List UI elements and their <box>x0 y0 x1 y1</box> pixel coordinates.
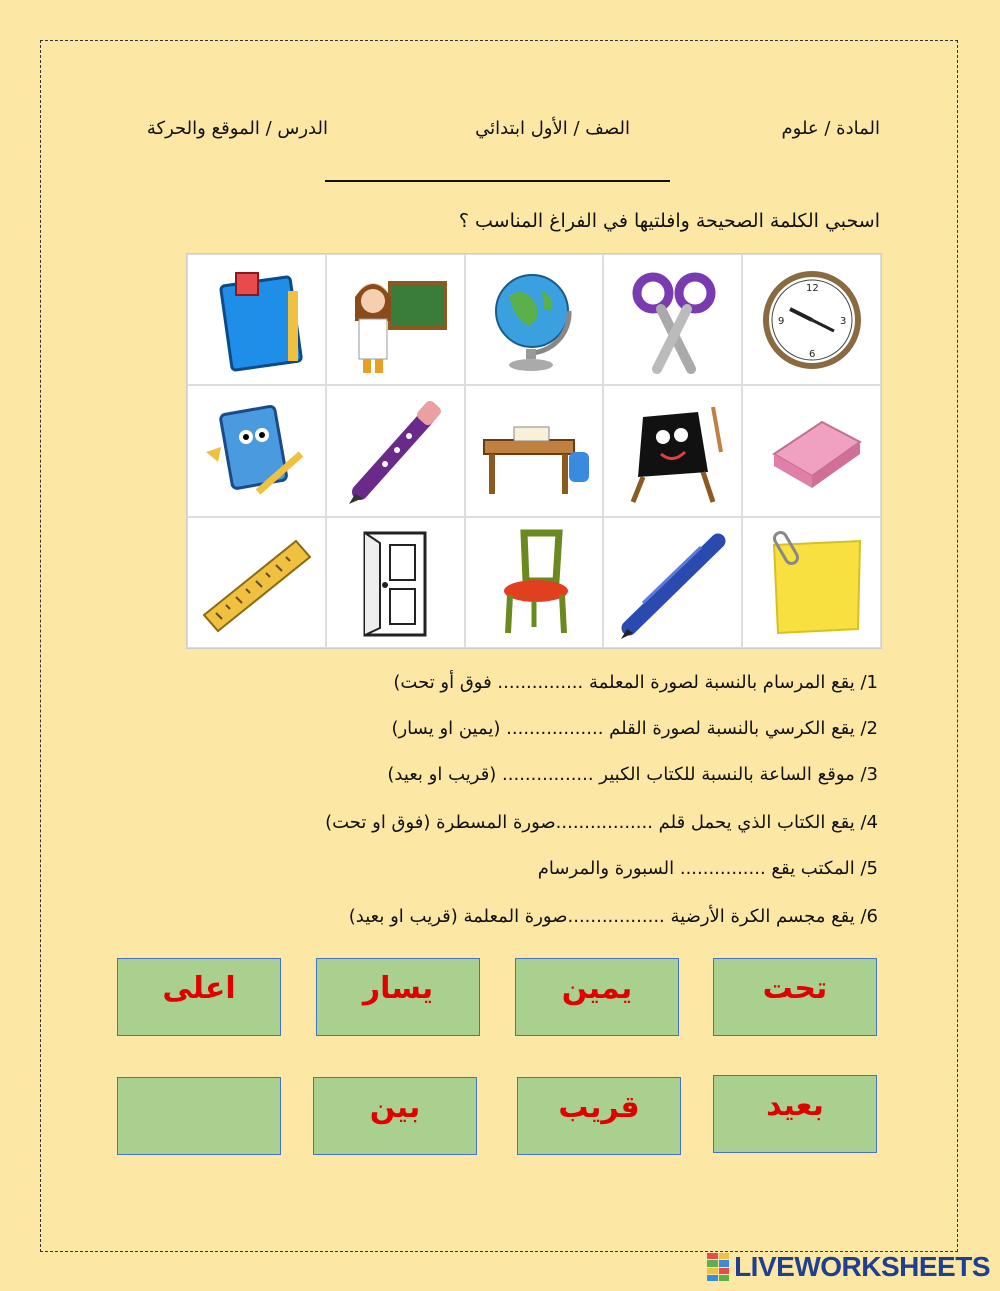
grade-label: الصف / الأول ابتدائي <box>475 118 630 139</box>
lesson-label: الدرس / الموقع والحركة <box>146 118 328 139</box>
pen-icon <box>603 517 742 648</box>
word-tile-yasar[interactable]: يسار <box>316 958 480 1036</box>
svg-text:9: 9 <box>777 315 784 327</box>
subject-label: المادة / علوم <box>781 118 880 139</box>
svg-text:3: 3 <box>839 315 846 327</box>
word-tile-baeed[interactable]: بعيد <box>713 1075 877 1153</box>
image-grid <box>186 253 882 649</box>
word-tile-yameen[interactable]: يمين <box>515 958 679 1036</box>
instruction-text: اسحبي الكلمة الصحيحة وافلتيها في الفراغ المناسب ؟ <box>458 210 880 232</box>
question-2: 2/ يقع الكرسي بالنسبة لصورة القلم ................. (يمين او يسار) <box>391 718 878 739</box>
pencil-icon <box>326 385 465 516</box>
question-5: 5/ المكتب يقع ............... السبورة والمرسام <box>537 858 878 879</box>
header-rule <box>325 180 670 182</box>
liveworksheets-brand <box>707 1251 990 1283</box>
question-1: 1/ يقع المرسام بالنسبة لصورة المعلمة ............... فوق أو تحت) <box>393 672 878 693</box>
svg-text:12: 12 <box>805 282 819 294</box>
word-tile-aala[interactable]: اعلى <box>117 958 281 1036</box>
globe-icon <box>465 254 604 385</box>
ruler-icon <box>187 517 326 648</box>
svg-text:6: 6 <box>808 348 815 360</box>
brand-text: LIVEWORKSHEETS <box>734 1251 990 1282</box>
question-4: 4/ يقع الكتاب الذي يحمل قلم .................صورة المسطرة (فوق او تحت) <box>325 812 878 833</box>
eraser-icon <box>742 385 881 516</box>
desk-icon <box>465 385 604 516</box>
brand-logo-icon <box>707 1253 729 1281</box>
teacher-icon <box>326 254 465 385</box>
book-icon <box>187 254 326 385</box>
blackboard-icon <box>603 385 742 516</box>
word-tile-taht[interactable]: تحت <box>713 958 877 1036</box>
word-tile-qareeb[interactable]: قريب <box>517 1077 681 1155</box>
door-icon <box>326 517 465 648</box>
question-6: 6/ يقع مجسم الكرة الأرضية .................صورة المعلمة (قريب او بعيد) <box>348 906 878 927</box>
scissors-icon <box>603 254 742 385</box>
word-tile-bayn[interactable]: بين <box>313 1077 477 1155</box>
word-tile-empty[interactable] <box>117 1077 281 1155</box>
question-3: 3/ موقع الساعة بالنسبة للكتاب الكبير ................ (قريب او بعيد) <box>387 764 878 785</box>
notebook-pencil-icon <box>187 385 326 516</box>
sticky-note-icon <box>742 517 881 648</box>
chair-icon <box>465 517 604 648</box>
clock-icon <box>742 254 881 385</box>
